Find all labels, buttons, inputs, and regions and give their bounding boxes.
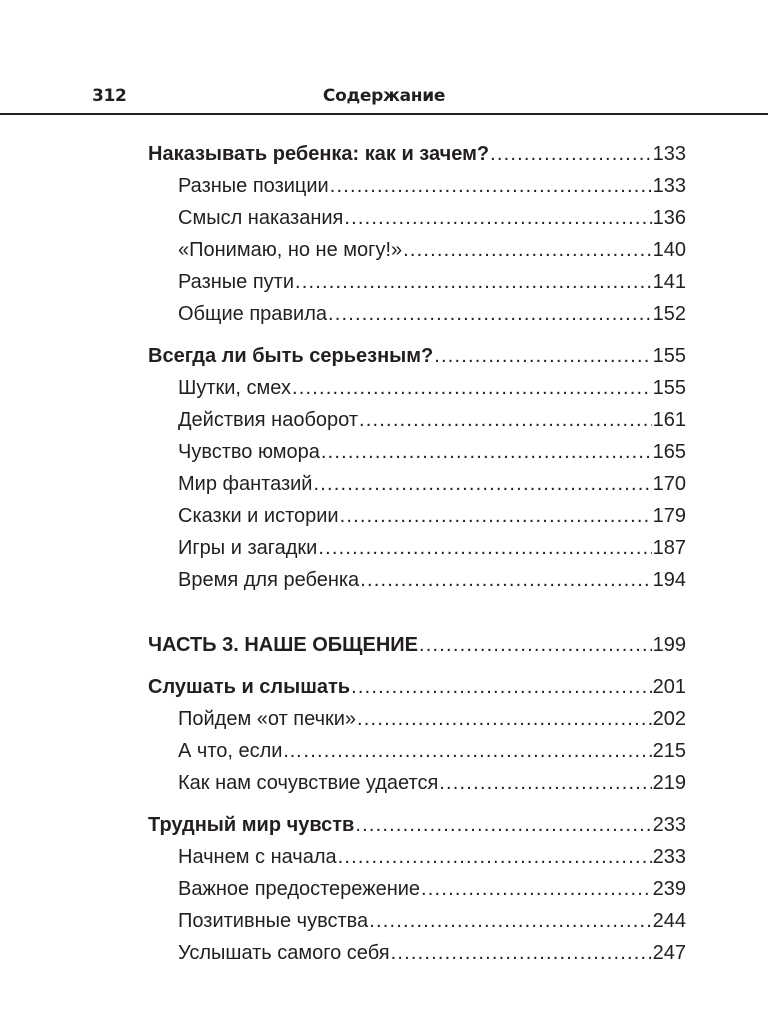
toc-page-number: 239 — [652, 878, 686, 900]
toc-chapter[interactable] — [148, 340, 686, 372]
toc-subsection-title: Сказки и истории — [178, 505, 339, 527]
toc-page-number: 161 — [652, 409, 686, 431]
toc-subsection[interactable] — [148, 564, 686, 596]
header-rule — [0, 113, 768, 115]
toc-subsection-title: Начнем с начала — [178, 846, 337, 868]
dot-leader — [351, 671, 652, 703]
toc-page-number: 179 — [652, 505, 686, 527]
toc-page-number: 187 — [652, 537, 686, 559]
toc-subsection[interactable] — [148, 873, 686, 905]
toc-page-number: 199 — [652, 634, 686, 656]
toc-subsection-title: Разные пути — [178, 271, 295, 293]
dot-leader — [355, 809, 651, 841]
toc-subsection-title: Услышать самого себя — [178, 942, 390, 964]
toc-subsection-title: Важное предостережение — [178, 878, 421, 900]
dot-leader — [344, 202, 651, 234]
toc-subsection-title: Позитивные чувства — [178, 910, 369, 932]
toc-subsection[interactable] — [148, 767, 686, 799]
toc-subsection-title: Время для ребенка — [178, 569, 360, 591]
toc-chapter[interactable] — [148, 138, 686, 170]
dot-leader — [439, 767, 651, 799]
spacer — [148, 661, 686, 671]
toc-subsection-title: Мир фантазий — [178, 473, 313, 495]
toc-subsection[interactable] — [148, 202, 686, 234]
toc-subsection-title: Общие правила — [178, 303, 327, 325]
running-title: Содержание — [322, 86, 446, 106]
dot-leader — [321, 436, 652, 468]
toc-subsection-title: Разные позиции — [178, 175, 329, 197]
toc-chapter[interactable] — [148, 671, 686, 703]
toc-page-number: 247 — [652, 942, 686, 964]
spacer — [148, 330, 686, 340]
toc-page-number: 202 — [652, 708, 686, 730]
dot-leader — [357, 703, 652, 735]
dot-leader — [369, 905, 651, 937]
toc-page-number: 219 — [652, 772, 686, 794]
toc-page-number: 165 — [652, 441, 686, 463]
toc-subsection[interactable] — [148, 372, 686, 404]
toc-page-number: 133 — [652, 143, 686, 165]
toc-subsection[interactable] — [148, 436, 686, 468]
toc-page-number: 152 — [652, 303, 686, 325]
toc-subsection[interactable] — [148, 937, 686, 969]
toc-subsection[interactable] — [148, 532, 686, 564]
toc-subsection-title: Шутки, смех — [178, 377, 291, 399]
toc-subsection[interactable] — [148, 234, 686, 266]
toc-subsection-title: Как нам сочувствие удается — [178, 772, 439, 794]
toc-chapter-title: Трудный мир чувств — [148, 814, 355, 836]
dot-leader — [360, 564, 651, 596]
toc-subsection-title: Игры и загадки — [178, 537, 318, 559]
dot-leader — [303, 735, 651, 767]
dot-leader — [421, 873, 652, 905]
toc-page-number: 136 — [652, 207, 686, 229]
toc-page-number: 155 — [652, 345, 686, 367]
dot-leader — [338, 841, 652, 873]
dot-leader — [403, 234, 652, 266]
toc-subsection[interactable] — [148, 500, 686, 532]
toc-subsection-title: Смысл наказания — [178, 207, 344, 229]
toc-page-number: 170 — [652, 473, 686, 495]
dot-leader — [419, 629, 652, 661]
toc-chapter[interactable] — [148, 809, 686, 841]
toc-page-number: 155 — [652, 377, 686, 399]
toc-subsection[interactable] — [148, 404, 686, 436]
toc-chapter-title: Всегда ли быть серьезным? — [148, 345, 434, 367]
spacer — [148, 596, 686, 629]
dot-leader — [359, 404, 652, 436]
toc-subsection-title: Чувство юмора — [178, 441, 320, 463]
toc-subsection-title: А что, если… — [178, 740, 303, 762]
toc-subsection-title: Пойдем «от печки» — [178, 708, 357, 730]
toc-chapter-title: Наказывать ребенка: как и зачем? — [148, 143, 490, 165]
toc-page-number: 201 — [652, 676, 686, 698]
toc-subsection-title: Действия наоборот — [178, 409, 359, 431]
toc-subsection[interactable] — [148, 170, 686, 202]
toc-page-number: 140 — [652, 239, 686, 261]
dot-leader — [292, 372, 652, 404]
toc-subsection-title: «Понимаю, но не могу!» — [178, 239, 403, 261]
dot-leader — [318, 532, 651, 564]
dot-leader — [434, 340, 651, 372]
toc-part-title: ЧАСТЬ 3. НАШЕ ОБЩЕНИЕ — [148, 634, 419, 656]
dot-leader — [391, 937, 652, 969]
page-header — [0, 0, 768, 115]
toc-subsection[interactable] — [148, 703, 686, 735]
dot-leader — [328, 298, 652, 330]
toc-page-number: 233 — [652, 846, 686, 868]
toc-subsection[interactable] — [148, 468, 686, 500]
dot-leader — [295, 266, 652, 298]
toc-page-number: 215 — [652, 740, 686, 762]
toc-subsection[interactable] — [148, 905, 686, 937]
toc-subsection[interactable] — [148, 841, 686, 873]
table-of-contents — [148, 138, 686, 969]
toc-part-heading[interactable] — [148, 629, 686, 661]
toc-subsection[interactable] — [148, 298, 686, 330]
toc-page-number: 194 — [652, 569, 686, 591]
dot-leader — [490, 138, 652, 170]
toc-page-number: 244 — [652, 910, 686, 932]
spacer — [148, 799, 686, 809]
toc-page-number: 233 — [652, 814, 686, 836]
page-number: 312 — [92, 86, 127, 106]
toc-page-number: 133 — [652, 175, 686, 197]
toc-page-number: 141 — [652, 271, 686, 293]
dot-leader — [313, 468, 651, 500]
dot-leader — [330, 170, 652, 202]
toc-subsection[interactable] — [148, 266, 686, 298]
toc-chapter-title: Слушать и слышать — [148, 676, 351, 698]
toc-subsection[interactable] — [148, 735, 686, 767]
dot-leader — [340, 500, 652, 532]
